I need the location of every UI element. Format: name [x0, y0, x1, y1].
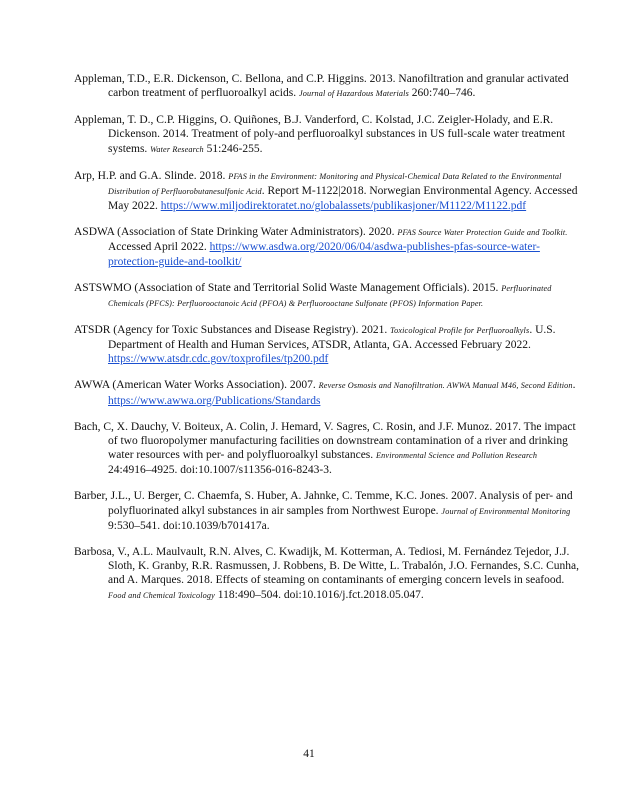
- reference-text: ATSDR (Agency for Toxic Substances and Disease Registry). 2021.: [74, 323, 391, 336]
- journal-title: Water Research: [150, 144, 204, 154]
- reference-citation: . U.S. Department of Health and Human Services, ATSDR, Atlanta, GA. Accessed February 2022.: [108, 323, 556, 352]
- reference-citation: . Report M-1122|2018. Norwegian Environmental Agency. Accessed May 2022.: [108, 184, 578, 213]
- reference-text: Bach, C, X. Dauchy, V. Boiteux, A. Colin, J. Hemard, V. Sagres, C. Rosin, and J.F. Munoz. 2017. The impact of two fluoropolymer manufacturing facilities on downstream contamination of a river and drinking water resources with per- and polyfluoroalkyl substances.: [74, 420, 576, 462]
- reference-text: Barber, J.L., U. Berger, C. Chaemfa, S. Huber, A. Jahnke, C. Temme, K.C. Jones. 2007. Analysis of per- and polyfluorinated alkyl substances in air samples from Northwest Europe.: [74, 490, 573, 517]
- page-number: 41: [303, 748, 315, 760]
- journal-title: Toxicological Profile for Perfluoroalkyls: [390, 325, 530, 335]
- reference-entry: [74, 323, 580, 367]
- journal-title: Reverse Osmosis and Nanofiltration. AWWA Manual M46, Second Edition: [318, 381, 573, 391]
- reference-entry: [74, 225, 580, 269]
- reference-citation: Accessed April 2022.: [108, 241, 210, 254]
- journal-title: PFAS Source Water Protection Guide and Toolkit.: [397, 228, 568, 238]
- reference-citation: .: [572, 379, 576, 392]
- reference-text: Barbosa, V., A.L. Maulvault, R.N. Alves, C. Kwadijk, M. Kotterman, A. Tediosi, M. Fernández Tejedor, J.J. Sloth, K. Granby, R.R. Rasmussen, J. Robbens, B. De Witte, L. Trabalón, J.O. Fernandes, S.C. Cunha, and A. Marques. 2018. Effects of steaming on contaminants of emerging concern levels in seafood.: [74, 545, 580, 587]
- reference-text: Appleman, T.D., E.R. Dickenson, C. Bellona, and C.P. Higgins. 2013. Nanofiltration and granular activated carbon treatment of perfluoroalkyl acids.: [74, 73, 569, 100]
- reference-text: AWWA (American Water Works Association). 2007.: [74, 379, 319, 392]
- reference-citation: 9:530–541. doi:10.1039/b701417a.: [108, 519, 270, 532]
- reference-entry: [74, 169, 580, 214]
- reference-link[interactable]: https://www.asdwa.org/2020/06/04/asdwa-publishes-pfas-source-water-protection-guide-and-toolkit/: [108, 241, 540, 268]
- reference-text: ASDWA (Association of State Drinking Water Administrators). 2020.: [74, 226, 398, 239]
- journal-title: Food and Chemical Toxicology: [108, 590, 215, 600]
- reference-citation: 51:246-255.: [203, 142, 263, 155]
- journal-title: Journal of Environmental Monitoring: [441, 506, 571, 516]
- reference-entry: [74, 281, 580, 312]
- reference-citation: 118:490–504. doi:10.1016/j.fct.2018.05.047.: [214, 588, 424, 601]
- reference-entry: [74, 545, 580, 603]
- journal-title: Perfluorinated Chemicals (PFCS): Perfluorooctanoic Acid (PFOA) & Perfluorooctane Sulfonate (PFOS) Information Paper.: [108, 283, 552, 308]
- journal-title: PFAS in the Environment: Monitoring and Physical-Chemical Data Related to the Environmental Distribution of Perfluorobutanesulfonic Acid: [108, 171, 562, 196]
- reference-entry: [74, 420, 580, 478]
- reference-entry: [74, 72, 580, 102]
- reference-text: Appleman, T. D., C.P. Higgins, O. Quiñones, B.J. Vanderford, C. Kolstad, J.C. Zeigler-Holady, and E.R. Dickenson. 2014. Treatment of poly-and perfluoroalkyl substances in US full-scale water treatment systems.: [74, 114, 566, 155]
- reference-text: ASTSWMO (Association of State and Territorial Solid Waste Management Officials). 2015.: [74, 281, 502, 294]
- reference-link[interactable]: https://www.miljodirektoratet.no/globalassets/publikasjoner/M1122/M1122.pdf: [160, 200, 527, 213]
- reference-list: [74, 72, 580, 615]
- reference-citation: 260:740–746.: [408, 87, 476, 100]
- reference-link[interactable]: https://www.atsdr.cdc.gov/toxprofiles/tp200.pdf: [108, 353, 329, 366]
- reference-link[interactable]: https://www.awwa.org/Publications/Standards: [108, 394, 321, 407]
- journal-title: Environmental Science and Pollution Research: [376, 451, 538, 461]
- journal-title: Journal of Hazardous Materials: [298, 89, 409, 99]
- reference-entry: [74, 113, 580, 157]
- reference-entry: [74, 489, 580, 533]
- reference-text: Arp, H.P. and G.A. Slinde. 2018.: [74, 169, 229, 182]
- reference-entry: [74, 378, 580, 408]
- reference-citation: 24:4916–4925. doi:10.1007/s11356-016-8243-3.: [108, 464, 332, 477]
